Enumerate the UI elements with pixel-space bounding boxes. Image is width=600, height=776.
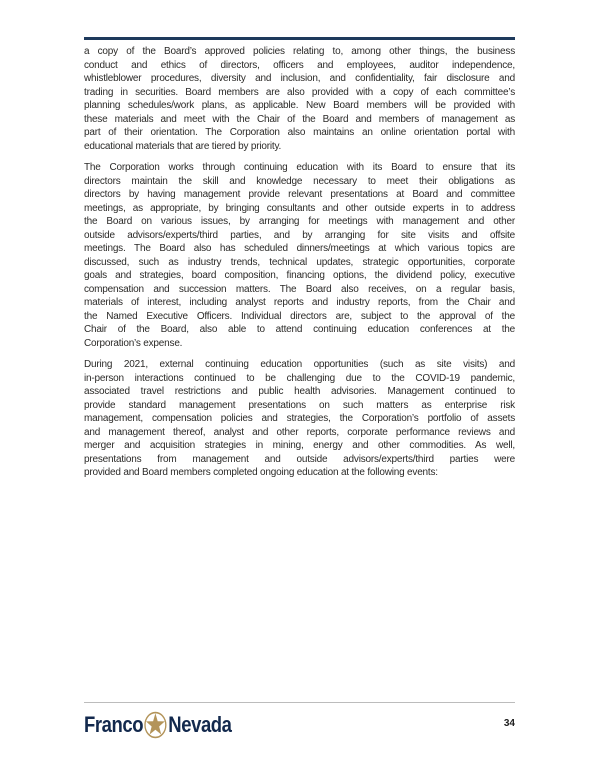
logo-word-nevada: Nevada (168, 712, 232, 737)
text-line: trading in securities. Board members are also provided with a copy of each committee’s (84, 86, 515, 98)
text-line: compensation and succession matters. The Board also receives, on a regular basis, (84, 283, 515, 295)
text-line: Corporation’s expense. (84, 337, 183, 349)
text-line: The Corporation works through continuing education with its Board to ensure that its (84, 162, 515, 173)
text-line: meetings. The Board also has scheduled dinners/meetings at which various topics are (84, 243, 515, 254)
text-line: Chair of the Board, also able to attend continuing education conferences at the (84, 324, 515, 335)
header-rule (84, 37, 515, 40)
text-line: presentations from management and outside advisors/experts/third parties were (84, 453, 515, 465)
text-line: in-person interactions continued to be challenging due to the COVID-19 pandemic, (84, 372, 515, 384)
text-line: planning schedules/work plans, as applicable. New Board members will be provided with (84, 100, 515, 111)
text-line: directors maintain the skill and knowledge necessary to meet their obligations as (84, 175, 515, 187)
text-line: part of their orientation. The Corporation also maintains an online orientation portal with (84, 127, 515, 138)
text-line: a copy of the Board’s approved policies relating to, among other things, the business (84, 46, 515, 57)
paragraph (84, 45, 515, 153)
page-number: 34 (503, 718, 515, 729)
paragraph (84, 358, 515, 480)
text-line: the Board on various issues, by arranging for meetings with management and other (84, 216, 515, 227)
text-line: materials of interest, including analyst reports and industry reports, from the Chair and (84, 297, 515, 308)
text-line: merger and acquisition strategies in mining, energy and other commodities. As well, (84, 440, 515, 451)
text-line: these materials and meet with the Chair of the Board and members of management as (84, 113, 515, 125)
text-line: provided and Board members completed ongoing education at the following events: (84, 467, 438, 478)
page-content (84, 37, 515, 488)
text-line: management, compensation policies and strategies, the Corporation’s portfolio of assets (84, 413, 515, 424)
body-text (84, 45, 515, 480)
paragraph (84, 161, 515, 350)
text-line: conduct and ethics of directors, officers and employees, auditor independence, (84, 59, 515, 71)
text-line: whistleblower procedures, diversity and inclusion, and confidentiality, fair disclosure and (84, 73, 515, 84)
text-line: the Named Executive Officers. Individual directors are, subject to the approval of the (84, 310, 515, 322)
text-line: discussed, such as industry trends, technical updates, strategic opportunities, corporate (84, 256, 515, 268)
text-line: provide standard management presentations on such matters as enterprise risk (84, 399, 515, 411)
text-line: educational materials that are tiered by priority. (84, 140, 282, 152)
logo-word-franco: Franco (84, 712, 144, 737)
text-line: and management thereof, analyst and other reports, corporate performance reviews and (84, 426, 515, 438)
text-line: associated travel restrictions and public health advisories. Management continued to (84, 386, 515, 397)
text-line: goals and strategies, board composition, financing options, the dividend policy, executive (84, 270, 515, 281)
text-line: outside advisors/experts/third parties, and by arranging for site visits and offsite (84, 229, 515, 241)
text-line: meetings, as appropriate, by bringing consultants and other outside experts in to address (84, 202, 515, 214)
footer-divider (84, 702, 515, 703)
text-line: directors by having management provide relevant presentations at Board and committee (84, 189, 515, 200)
text-line: During 2021, external continuing education opportunities (such as site visits) and (84, 359, 515, 370)
